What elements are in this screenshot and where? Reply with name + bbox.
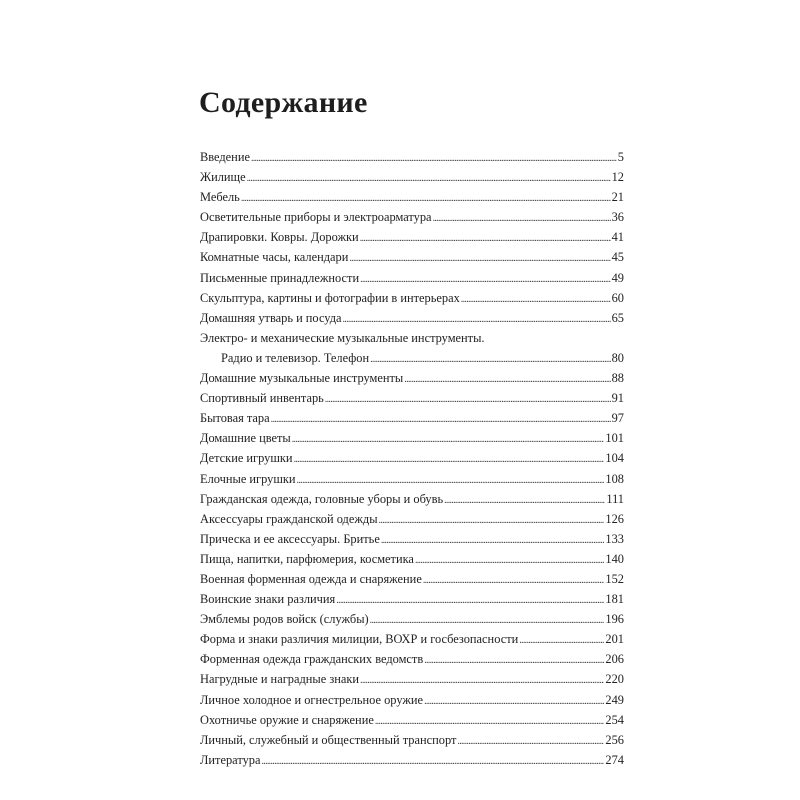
toc-entry[interactable] [200, 649, 624, 669]
dot-leader [251, 149, 617, 169]
toc-entry[interactable] [200, 690, 624, 710]
dot-leader [375, 712, 605, 732]
toc-entry-label: Прическа и ее аксессуары. Бритье [200, 531, 380, 546]
toc-entry-page: 274 [605, 752, 624, 767]
dot-leader [370, 611, 605, 631]
toc-entry-label: Мебель [200, 190, 240, 205]
toc-entry[interactable] [200, 609, 624, 629]
toc-entry-page: 49 [611, 270, 624, 285]
toc-entry-page: 249 [605, 692, 624, 707]
dot-leader [343, 310, 611, 330]
dot-leader [433, 209, 611, 229]
toc-entry[interactable] [200, 448, 624, 468]
dot-leader [325, 390, 611, 410]
toc-entry-page: 140 [605, 551, 624, 566]
toc-entry-page: 220 [605, 672, 624, 687]
toc-entry-continuation[interactable] [200, 348, 624, 368]
toc-entry-label: Воинские знаки различия [200, 592, 336, 607]
toc-entry[interactable] [200, 589, 624, 609]
toc-entry-page: 206 [605, 652, 624, 667]
toc-entry-page: 104 [605, 451, 624, 466]
toc-entry-label: Елочные игрушки [200, 471, 296, 486]
toc-entry[interactable] [200, 268, 624, 288]
toc-entry[interactable] [200, 167, 624, 187]
toc-entry-label: Эмблемы родов войск (службы) [200, 612, 369, 627]
dot-leader [404, 370, 610, 390]
toc-entry-page: 133 [605, 531, 624, 546]
toc-entry[interactable] [200, 549, 624, 569]
dot-leader [381, 531, 605, 551]
toc-entry-label: Форма и знаки различия милиции, ВОХР и госбезопасности [200, 632, 519, 647]
page-title: Содержание [199, 86, 368, 119]
toc-entry-label: Драпировки. Ковры. Дорожки [200, 230, 359, 245]
dot-leader [336, 591, 604, 611]
dot-leader [297, 471, 605, 491]
toc-entry[interactable] [200, 710, 624, 730]
dot-leader [360, 229, 611, 249]
toc-entry-page: 12 [611, 170, 624, 185]
toc-entry-label: Радио и телевизор. Телефон [221, 350, 370, 365]
toc-entry-label: Комнатные часы, календари [200, 250, 349, 265]
dot-leader [424, 651, 604, 671]
toc-entry-page: 65 [611, 310, 624, 325]
toc-entry-page: 97 [611, 411, 624, 426]
toc-entry[interactable] [200, 489, 624, 509]
toc-entry[interactable] [200, 207, 624, 227]
toc-entry-page: 36 [611, 210, 624, 225]
toc-entry-label: Письменные принадлежности [200, 270, 360, 285]
toc-entry-page: 21 [611, 190, 624, 205]
toc-entry[interactable] [200, 750, 624, 770]
dot-leader [271, 410, 611, 430]
toc-entry[interactable] [200, 147, 624, 167]
toc-entry[interactable] [200, 408, 624, 428]
toc-entry-page: 5 [617, 150, 624, 164]
toc-entry-label: Личное холодное и огнестрельное оружие [200, 692, 424, 707]
toc-entry[interactable] [200, 569, 624, 589]
toc-entry-page: 256 [605, 732, 624, 747]
toc-entry[interactable] [200, 227, 624, 247]
toc-entry-page: 88 [611, 371, 624, 386]
toc-entry[interactable] [200, 730, 624, 750]
toc-entry-page: 111 [606, 491, 624, 506]
dot-leader [360, 270, 611, 290]
dot-leader [360, 671, 604, 691]
dot-leader [457, 732, 604, 752]
toc-entry-label: Осветительные приборы и электроарматура [200, 210, 432, 225]
toc-entry-page: 41 [611, 230, 624, 245]
toc-entry[interactable] [200, 469, 624, 489]
toc-entry-page: 152 [605, 571, 624, 586]
toc-entry-page: 201 [605, 632, 624, 647]
dot-leader [261, 752, 604, 772]
toc-entry-label: Домашние музыкальные инструменты [200, 371, 404, 386]
toc-entry[interactable] [200, 328, 624, 348]
dot-leader [444, 491, 605, 511]
toc-entry-page: 45 [611, 250, 624, 265]
toc-entry[interactable] [200, 247, 624, 267]
toc-entry-label: Пища, напитки, парфюмерия, косметика [200, 551, 414, 566]
toc-entry-page: 126 [605, 511, 624, 526]
toc-entry[interactable] [200, 509, 624, 529]
toc-entry[interactable] [200, 428, 624, 448]
toc-entry-page: 60 [611, 290, 624, 305]
toc-entry-label: Спортивный инвентарь [200, 391, 324, 406]
dot-leader [292, 430, 605, 450]
toc-entry-page: 254 [605, 712, 624, 727]
toc-entry[interactable] [200, 187, 624, 207]
table-of-contents [200, 147, 624, 770]
dot-leader [349, 249, 610, 269]
dot-leader [461, 290, 611, 310]
toc-entry-label: Скульптура, картины и фотографии в интерьерах [200, 290, 460, 305]
toc-entry-label: Домашняя утварь и посуда [200, 310, 342, 325]
toc-entry-label: Литература [200, 752, 261, 767]
toc-entry-label: Охотничье оружие и снаряжение [200, 712, 374, 727]
toc-entry-label: Аксессуары гражданской одежды [200, 511, 378, 526]
dot-leader [247, 169, 611, 189]
toc-entry-page: 91 [611, 391, 624, 406]
toc-entry-page: 80 [611, 350, 624, 365]
dot-leader [519, 631, 604, 651]
dot-leader [424, 692, 604, 712]
dot-leader [294, 450, 605, 470]
dot-leader [241, 189, 611, 209]
toc-entry[interactable] [200, 368, 624, 388]
dot-leader [379, 511, 605, 531]
toc-entry-label: Детские игрушки [200, 451, 293, 466]
toc-entry-page: 101 [605, 431, 624, 446]
toc-entry[interactable] [200, 388, 624, 408]
toc-entry-label: Бытовая тара [200, 411, 270, 426]
toc-entry[interactable] [200, 669, 624, 689]
toc-entry-label: Электро- и механические музыкальные инструменты. [200, 330, 485, 345]
toc-entry-label: Введение [200, 150, 250, 164]
toc-entry-page: 108 [605, 471, 624, 486]
toc-entry-label: Личный, служебный и общественный транспорт [200, 732, 457, 747]
toc-entry-label: Форменная одежда гражданских ведомств [200, 652, 424, 667]
dot-leader [415, 551, 604, 571]
toc-entry-label: Домашние цветы [200, 431, 291, 446]
dot-leader [423, 571, 605, 591]
toc-entry-page: 181 [605, 592, 624, 607]
toc-entry[interactable] [200, 288, 624, 308]
toc-entry-label: Нагрудные и наградные знаки [200, 672, 360, 687]
toc-entry-label: Военная форменная одежда и снаряжение [200, 571, 422, 586]
toc-entry[interactable] [200, 629, 624, 649]
toc-entry-page: 196 [605, 612, 624, 627]
toc-entry[interactable] [200, 308, 624, 328]
toc-entry-label: Жилище [200, 170, 246, 185]
toc-entry-label: Гражданская одежда, головные уборы и обувь [200, 491, 444, 506]
toc-entry[interactable] [200, 529, 624, 549]
dot-leader [370, 350, 610, 370]
